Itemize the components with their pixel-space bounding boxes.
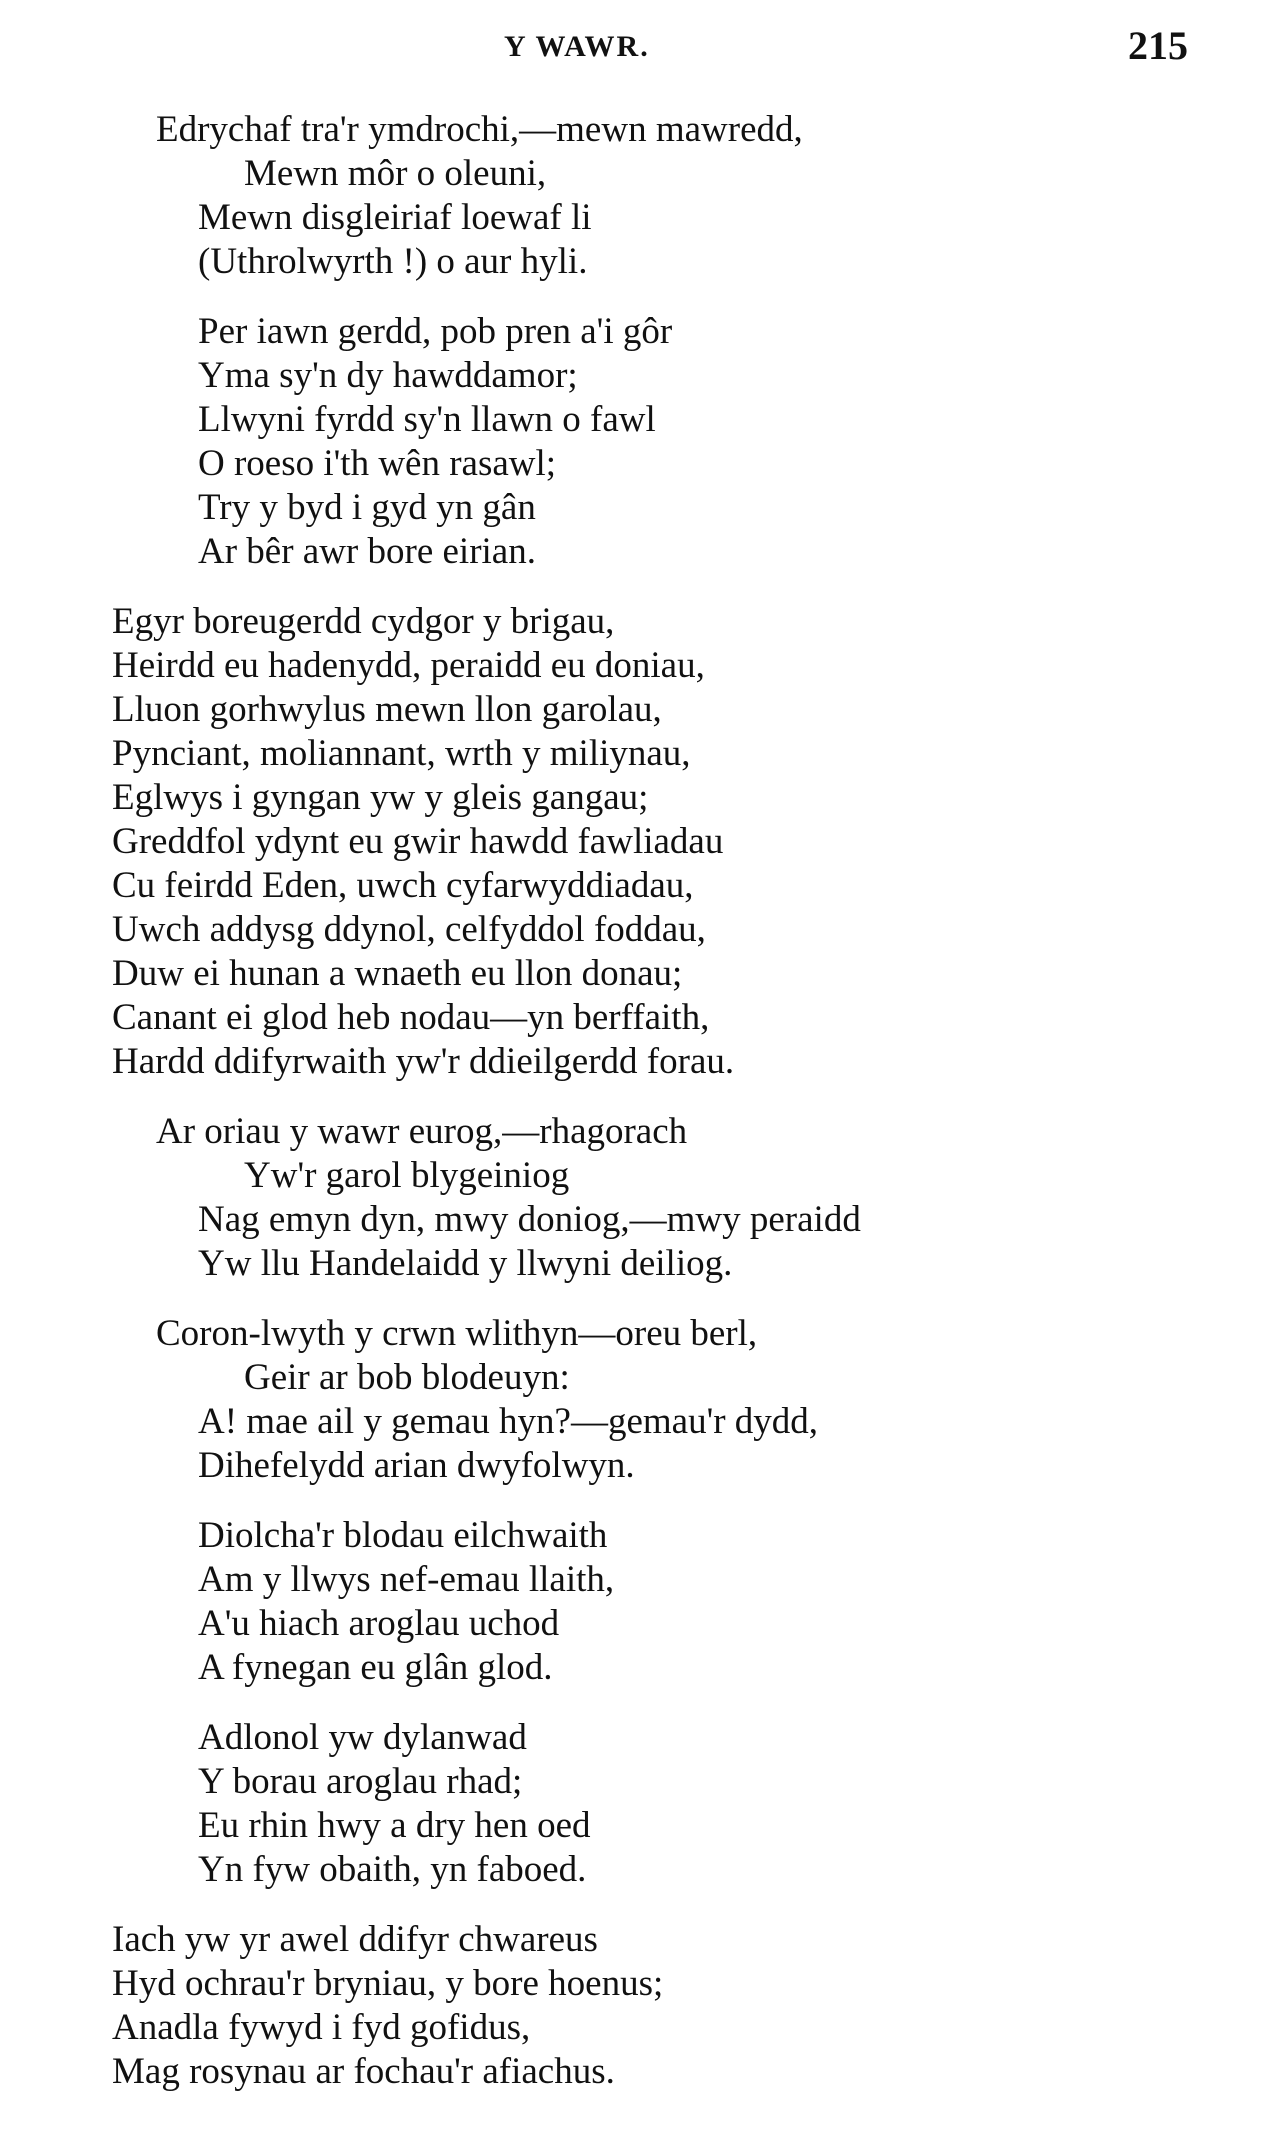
verse-line: Yma sy'n dy hawddamor; (198, 355, 578, 396)
stanza-7 (0, 1716, 1271, 1892)
verse-line: A'u hiach aroglau uchod (198, 1603, 560, 1644)
running-header (0, 22, 1271, 70)
verse-line: Am y llwys nef-emau llaith, (198, 1559, 615, 1600)
stanza-1 (0, 108, 1271, 284)
verse-line: Hyd ochrau'r bryniau, y bore hoenus; (112, 1963, 664, 2004)
verse-line: Llwyni fyrdd sy'n llawn o fawl (198, 399, 656, 440)
verse-line: Iach yw yr awel ddifyr chwareus (112, 1919, 598, 1960)
verse-line: Mag rosynau ar fochau'r afiachus. (112, 2051, 615, 2092)
stanza-4 (0, 1110, 1271, 1286)
verse-line: Canant ei glod heb nodau—yn berffaith, (112, 997, 710, 1038)
verse-line: Lluon gorhwylus mewn llon garolau, (112, 689, 662, 730)
stanza-5 (0, 1312, 1271, 1488)
stanza-3 (0, 600, 1271, 1084)
verse-line: (Uthrolwyrth !) o aur hyli. (198, 241, 588, 282)
verse-line: A! mae ail y gemau hyn?—gemau'r dydd, (198, 1401, 819, 1442)
verse-line: Hardd ddifyrwaith yw'r ddieilgerdd forau. (112, 1041, 735, 1082)
verse-line: Coron-lwyth y crwn wlithyn—oreu berl, (156, 1313, 758, 1354)
verse-line: Geir ar bob blodeuyn: (244, 1357, 570, 1398)
running-title: Y WAWR. (504, 30, 650, 63)
poem-body (0, 108, 1271, 2120)
verse-line: Adlonol yw dylanwad (198, 1717, 527, 1758)
verse-line: Ar oriau y wawr eurog,—rhagorach (156, 1111, 688, 1152)
verse-line: Eglwys i gyngan yw y gleis gangau; (112, 777, 649, 818)
page-number: 215 (1128, 23, 1188, 68)
verse-line: Eu rhin hwy a dry hen oed (198, 1805, 591, 1846)
verse-line: Uwch addysg ddynol, celfyddol foddau, (112, 909, 706, 950)
verse-line: Duw ei hunan a wnaeth eu llon donau; (112, 953, 683, 994)
verse-line: Anadla fywyd i fyd gofidus, (112, 2007, 531, 2048)
verse-line: Egyr boreugerdd cydgor y brigau, (112, 601, 615, 642)
verse-line: Ar bêr awr bore eirian. (198, 531, 536, 572)
stanza-8 (0, 1918, 1271, 2094)
verse-line: Heirdd eu hadenydd, peraidd eu doniau, (112, 645, 705, 686)
verse-line: Try y byd i gyd yn gân (198, 487, 536, 528)
verse-line: Yw llu Handelaidd y llwyni deiliog. (198, 1243, 733, 1284)
stanza-2 (0, 310, 1271, 574)
verse-line: Yw'r garol blygeiniog (244, 1155, 570, 1196)
verse-line: Nag emyn dyn, mwy doniog,—mwy peraidd (198, 1199, 861, 1240)
verse-line: Diolcha'r blodau eilchwaith (198, 1515, 608, 1556)
verse-line: A fynegan eu glân glod. (198, 1647, 553, 1688)
verse-line: Yn fyw obaith, yn faboed. (198, 1849, 587, 1890)
verse-line: Mewn môr o oleuni, (244, 153, 547, 194)
verse-line: Edrychaf tra'r ymdrochi,—mewn mawredd, (156, 109, 803, 150)
verse-line: Per iawn gerdd, pob pren a'i gôr (198, 311, 673, 352)
verse-line: Y borau aroglau rhad; (198, 1761, 523, 1802)
verse-line: Dihefelydd arian dwyfolwyn. (198, 1445, 635, 1486)
verse-line: Greddfol ydynt eu gwir hawdd fawliadau (112, 821, 724, 862)
verse-line: Cu feirdd Eden, uwch cyfarwyddiadau, (112, 865, 694, 906)
stanza-6 (0, 1514, 1271, 1690)
verse-line: Pynciant, moliannant, wrth y miliynau, (112, 733, 691, 774)
verse-line: O roeso i'th wên rasawl; (198, 443, 557, 484)
verse-line: Mewn disgleiriaf loewaf li (198, 197, 592, 238)
